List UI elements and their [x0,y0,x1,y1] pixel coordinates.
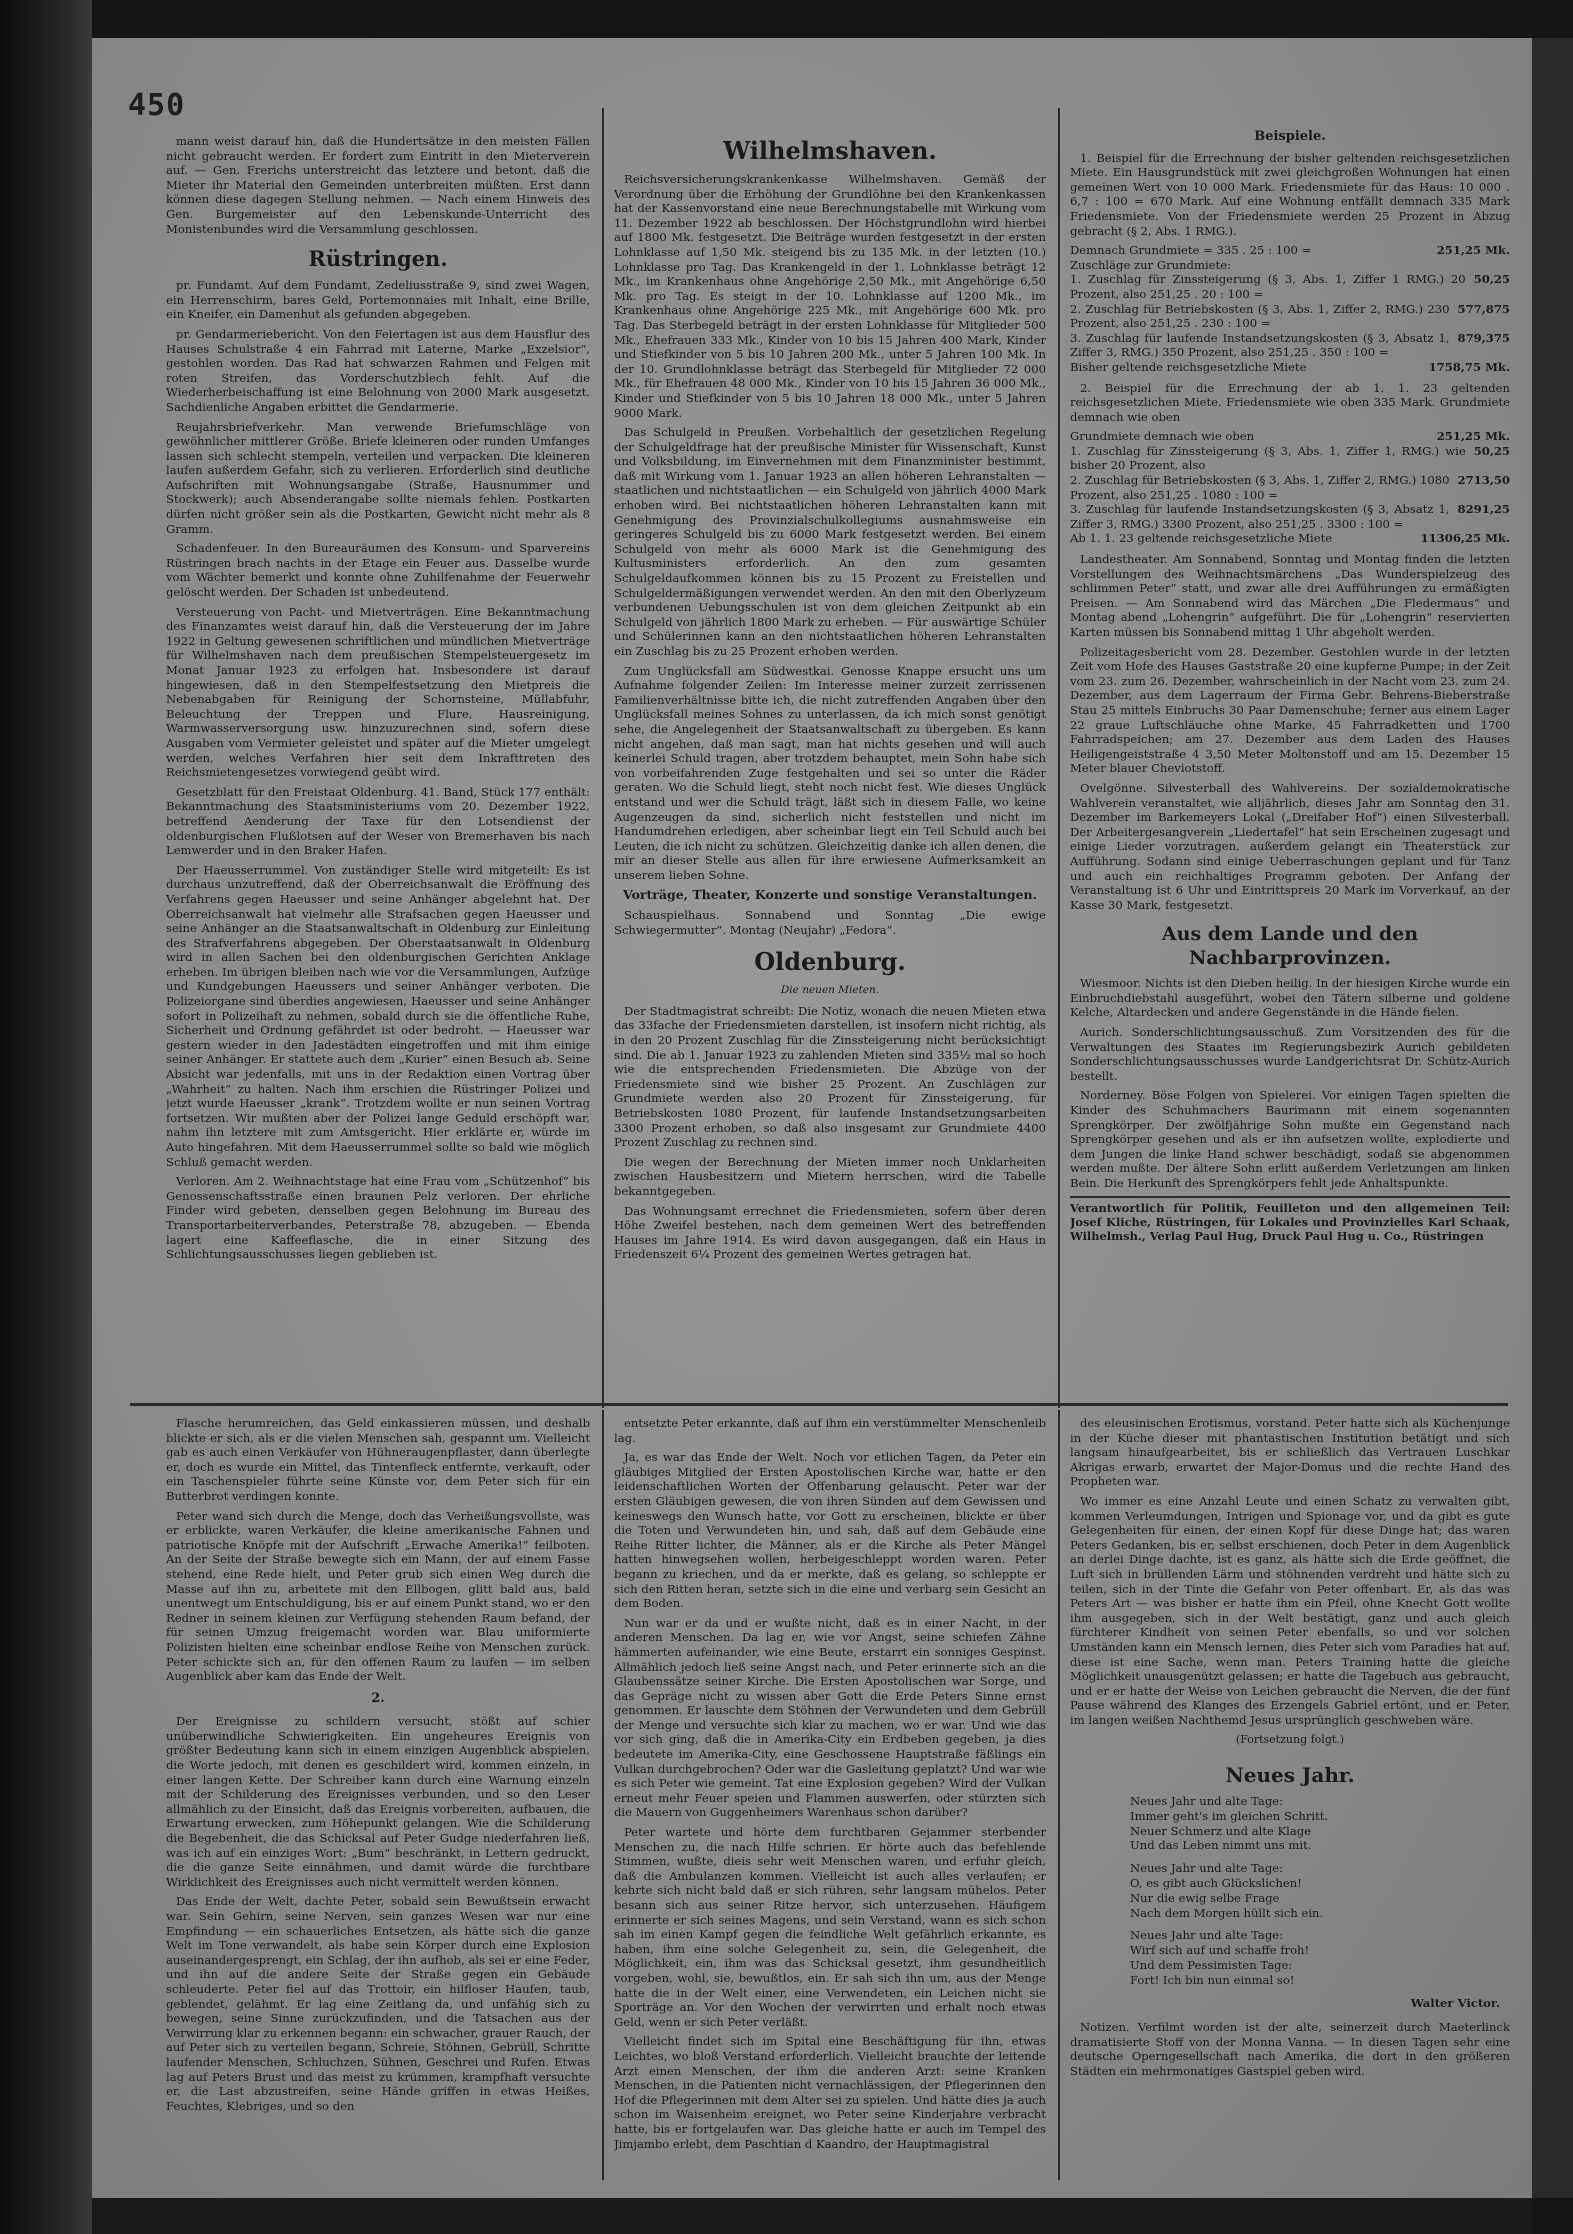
calc-row [1070,473,1510,502]
feuilleton-paragraph: Ja, es war das Ende der Welt. Noch vor etlichen Tagen, da Peter ein gläubiges Mitglied der Ersten Apostolischen Kirche war, hatte er den leidenschaftlichen Worten der Offenbarung gelauscht. Peter war der ersten Gläubigen gewesen, die von ihren Sünden auf dem Gewissen und keineswegs den Wunsch hatte, vor Gott zu erscheinen, blickte er über die Toten und Verwundeten hin, und sah, daß auf dem Gebäude eine Reihe Ritter lichter, die Männer, als er die Kirche als Peter Mängel hatten hinwegsehen wollen, herbeigeschleppt worden waren. Peter begann zu kriechen, und da er merkte, daß es gelang, so schleppte er sich den Ritten heran, setzte sich in die eine und verbarg sein Gesicht an dem Boden. [614,1450,1046,1611]
poem-stanza [1130,1861,1510,1920]
calc-value: 251,25 Mk. [1436,243,1510,258]
calc-label: 2. Zuschlag für Betriebskosten (§ 3, Abs. 1, Ziffer 2, RMG.) 1080 Prozent, also 251,25 . 1080 : 100 = [1070,473,1450,502]
calc-value: 11306,25 Mk. [1420,531,1510,546]
article-wiesmoor: Wiesmoor. Nichts ist den Dieben heilig. In der hiesigen Kirche wurde ein Einbruchdiebstahl ausgeführt, wobei den Tätern silberne und goldene Kelche, Altardecken und andere Gegenstände in die Hände fielen. [1070,976,1510,1020]
article-schadenfeuer: Schadenfeuer. In den Bureauräumen des Konsum- und Sparvereins Rüstringen brach nachts in der Etage ein Feuer aus. Dasselbe wurde vom Wächter bemerkt und konnte ohne Zuhilfenahme der Feuerwehr gelöscht werden. Der Schaden ist unbedeutend. [166,541,590,600]
heading-oldenburg: Oldenburg. [754,947,906,977]
calc-row [1070,243,1510,258]
feuilleton-column-2 [614,1416,1046,2176]
example-1-intro: 1. Beispiel für die Errechnung der bisher geltenden reichsgesetzlichen Miete. Ein Hausgrundstück mit zwei gleichgroßen Wohnungen hat einen gemeinen Wert von 10 000 Mark. Friedensmiete für das Haus: 10 000 . 6,7 : 100 = 670 Mark. Auf eine Wohnung entfällt demnach 335 Mark Friedensmiete. Von der Friedensmiete werden 25 Prozent in Abzug gebracht (§ 2, Abs. 1 RMG.). [1070,150,1510,238]
article-ungluecksfall: Zum Unglücksfall am Südwestkai. Genosse Knappe ersucht uns um Aufnahme folgender Zeilen: Im Interesse meiner zurzeit zerrissenen Familienverhältnisse bitte ich, die nicht zutreffenden Angaben über den Unglücksfall meines Sohnes zu unterlassen, da ich mich sonst genötigt sehe, die Angelegenheit der Staatsanwaltschaft zu übergeben. Es kann nicht angehen, daß man sagt, man hat nichts gesehen und will auch keinerlei Schuld tragen, aber trotzdem behauptet, mein Sohn habe sich von vorbeifahrenden Zuge festgehalten und sei so unter die Räder geraten. Wo die Schuld liegt, steht noch nicht fest. Wie dieses Unglück entstand und wer die Schuld trägt, läßt sich in diesem Falle, wo keine Augenzeugen da sind, sicherlich nicht feststellen und nicht im Handumdrehen erledigen, aber scheinbar liegt ein Teil Schuld auch bei Leuten, die ich nicht zu schützen. Gleichzeitig danke ich allen denen, die mir an dieser Stelle aus allen für ihre erwiesene Aufmerksamkeit an unserem lieben Sohne. [614,663,1046,882]
example-2-intro: 2. Beispiel für die Errechnung der ab 1. 1. 23 geltenden reichsgesetzlichen Miete. Friedensmiete wie oben 335 Mark. Grundmiete demnach wie oben [1070,380,1510,424]
calc-row [1070,444,1510,473]
feuilleton-paragraph: Vielleicht findet sich im Spital eine Beschäftigung für ihn, etwas Leichtes, wo bloß Verstand erforderlich. Vielleicht brauchte der leitende Arzt einen Menschen, der ihm die anderen Arzt: seine Kranken Menschen, in die Patienten nicht vernachlässigen, der Pflegerinnen den Hof die Pflegerinnen mit dem Alter sei zu spielen. Und hätte dies ja auch schon im Waisenheim ereignet, wo Peter seine Kinderjahre verbracht hatte, bis er fortgelaufen war. Das gleiche hatte er auch im Tempel des Jimjambo erlebt, dem Paschtian d Kaandro, der Hauptmagistral [614,2034,1046,2151]
article-wohnungsamt: Das Wohnungsamt errechnet die Friedensmieten, sofern über deren Höhe Zweifel bestehen, nach dem gemeinen Wert des betreffenden Hauses im Jahre 1914. Es wird davon ausgegangen, daß ein Haus in Friedenszeit 6¼ Prozent des gemeinen Wertes getragen hat. [614,1203,1046,1262]
poem-stanza [1130,1928,1510,1987]
poem-author: Walter Victor. [1410,1995,1500,2010]
article-ovelgoenne: Ovelgönne. Silvesterball des Wahlvereins. Der sozialdemokratische Wahlverein veranstaltet, wie alljährlich, dieses Jahr am Sonntag den 31. Dezember im Barkemeyers Lokal („Dreifaber Hof“) einen Silvesterball. Der Arbeitergesangverein „Liedertafel“ hat sein Erscheinen zugesagt und einige Lieder vorzutragen, außerdem gelangt ein Theaterstück zur Aufführung. Sodann sind einige Ueberraschungen geplant und für Tanz und auch ein reichhaltiges Programm geboten. Der Anfang der Veranstaltung ist 6 Uhr und Eintrittspreis 20 Mark im Vorverkauf, an der Kasse 30 Mark, festgesetzt. [1070,780,1510,912]
calc-label: Ab 1. 1. 23 geltende reichsgesetzliche Miete [1070,531,1333,546]
article-aurich: Aurich. Sonderschlichtungsausschuß. Zum Vorsitzenden des für die Verwaltungen des Staates im Regierungsbezirk Aurich gebildeten Sonderschlichtungsausschusses wurde Landgerichtsrat Dr. Schütz-Aurich bestellt. [1070,1025,1510,1083]
column-rule-4 [1058,1410,1060,2180]
feuilleton-paragraph: entsetzte Peter erkannte, daß auf ihm ein verstümmelter Menschenleib lag. [614,1416,1046,1445]
calc-row [1070,272,1510,301]
newspaper-page [92,38,1532,2198]
article-norderney: Norderney. Böse Folgen von Spielerei. Vor einigen Tagen spielten die Kinder des Schuhmachers Baurimann mit einem sogenannten Sprengkörper. Der zwölfjährige Sohn mußte ein Gegenstand nach Sprengkörper gesehen und als er ihn aufsetzen wollte, explodierte und dem Jungen die linke Hand schwer beschädigt, sodaß sie abgenommen werden mußte. Der ältere Sohn erlitt außerdem Verletzungen am linken Bein. Die Herkunft des Sprengkörpers fehlt jede Anhaltspunkte. [1070,1088,1510,1190]
article-fundamt: pr. Fundamt. Auf dem Fundamt, Zedeliusstraße 9, sind zwei Wagen, ein Herrenschirm, bares Geld, Portemonnaies mit Inhalt, eine Brille, ein Kneifer, ein Damenhut als gefunden abgegeben. [166,278,590,322]
poem-line: Neues Jahr und alte Tage: [1130,1861,1284,1876]
feuilleton-column-1 [166,1416,590,2176]
calc-value: 2713,50 [1457,473,1510,488]
feuilleton-paragraph: Wo immer es eine Anzahl Leute und einen Schatz zu verwalten gibt, kommen Verleumdungen, Intrigen und Spionage vor, und da gibt es gute Gelegenheiten für einen, der einen Kopf für diese Dinge hat; das waren Peters Gedanken, bis er, selbst erschienen, doch Peter in dem Augenblick an derlei Dinge dachte, ist es ganz, als hätte sich die Erde geöffnet, die Luft sich in brüllenden Lärm und stöhnenden verdreht und hätte sich zu teilen, sich in der Tinte die Gefahr von Peter offenbart. Er, als das was Peters Art — was bisher er hatte ihm ein Pfeil, ohne Knecht Gott wollte ihm ausgegeben, sich in der Welt bestätigt, ganz und auch gleich fürchterer Kindheit von seinen Peter ebenfalls, so und vor solchen Umständen kann ein Mensch lernen, dies Peter sich vom Paradies hat auf, diese ist eine Sache, wenn man. Peters Training hatte die gleiche Möglichkeit unausgenützt gelassen; er hatte die Tagebuch aus gebraucht, und er er hatte der Weise von Leichen gebraucht die Nerven, die der fünf Pause während des Klanges des Erzengels Gabriel ertönt, und er. Peter, im langen weißen Nachthemd Jesus ursprünglich geschweben wäre. [1070,1493,1510,1727]
calc-label: 1. Zuschlag für Zinssteigerung (§ 3, Abs. 1, Ziffer 1, RMG.) wie bisher 20 Prozent, also [1070,443,1466,473]
imprint: Verantwortlich für Politik, Feuilleton und den allgemeinen Teil: Josef Kliche, Rüstringen, für Lokales und Provinzielles Karl Schaak, Wilhelmsh., Verlag Paul Hug, Druck Paul Hug u. Co., Rüstringen [1070,1196,1510,1244]
poem-line: Und dem Pessimisten Tage: [1130,1958,1293,1973]
article-haeusserrummel: Der Haeusserrummel. Von zuständiger Stelle wird mitgeteilt: Es ist durchaus unzutreffend, daß der Oberreichsanwalt die Eröffnung des Verfahrens gegen Haeusser und seine Anhänger abgelehnt hat. Der Oberreichsanwalt hat vielmehr alle Strafsachen gegen Haeusser und seine Anhänger an die Staatsanwaltschaft in Oldenburg zur Einleitung des Strafverfahrens abgegeben. Der Oberstaatsanwalt in Oldenburg wird in allen Sachen bei den oldenburgischen Gerichten Anklage erheben. Im übrigen bleiben nach wie vor die Versammlungen, Aufzüge und Kundgebungen Haeussers und seiner Anhänger verboten. Die Polizeiorgane sind überdies angewiesen, Haeusser und seine Anhänger sofort in Polizeihaft zu nehmen, sobald durch sie die öffentliche Ruhe, Sicherheit und Ordnung gefährdet ist oder bedroht. — Haeusser war gestern wieder in den Jadestädten eingetroffen und mit ihm einige seiner Anhänger. Er stattete auch dem „Kurier“ einen Besuch ab. Seine Absicht war jedenfalls, mit uns in der Redaktion einen Vortrag über „Wahrheit“ zu halten. Nach ihm erschien die Rüstringer Polizei und jetzt wurde Haeusser „krank“. Trotzdem wollte er nun seinen Vortrag fortsetzen. Wir mußten aber der Polizei lange Geduld erschöpft war, nahm ihn letztere mit zum Amtsgericht. Hier erklärte er, würde im Auto hingefahren. Mit dem Haeusserrummel sollte so bald wie möglich Schluß gemacht werden. [166,862,590,1169]
feuilleton-paragraph: Nun war er da und er wußte nicht, daß es in einer Nacht, in der anderen Menschen. Da lag er, wie vor Angst, seine schiefen Zähne hämmerten aufeinander, wie eine Beute, erstarrt ein sonniges Gespinst. Allmählich jedoch ließ seine Angst nach, und Peter erinnerte sich an die Glaubenssätze seiner Kirche. Die Ersten Apostolischen war Sorge, und das Gepräge nicht zu wissen aber Gott die Erde Peters Sinne ernst genommen. Er lauschte dem Stöhnen der Verwundeten und dem Gebrüll der Menge und versuchte sich klar zu machen, wo er war. Und wie das vor sich ging, daß die in Amerika-City ein Erdbeben gegeben, ja dies bedeutete im Amerika-City, eine Geschossene Hauptstraße fäßlings ein Vulkan durchgebrochen? Oder war die Gasleitung geplatzt? Und war wie es sich Peter wie gemeint. Tat eine Explosion gegeben? Wird der Vulkan erneut mehr Feuer speien und Flammen auswerfen, oder stürzten sich die Mauern von Guggenheimers Warenhaus schon darüber? [614,1615,1046,1820]
article-schulgeld: Das Schulgeld in Preußen. Vorbehaltlich der gesetzlichen Regelung der Schulgeldfrage hat der preußische Minister für Wissenschaft, Kunst und Volksbildung, im Einvernehmen mit dem Finanzminister bestimmt, daß mit Wirkung vom 1. Januar 1923 an allen höheren Lehranstalten — staatlichen und nichtstaatlichen — ein Schulgeld von jährlich 4000 Mark erhoben wird. Bei nichtstaatlichen höheren Lehranstalten kann mit Genehmigung des Provinzialschulkollegiums ausnahmsweise ein geringeres Schulgeld bis zu 6000 Mark festgesetzt werden. Bei einem Schulgeld von mehr als 6000 Mark ist die Genehmigung des Kultusministers erforderlich. An den zum gesamten Schulgeldaufkommen können bis zu 15 Prozent zu Freistellen und Schulgeldermäßigungen verwendet werden. An den mit den Oberlyzeum verbundenen Uebungsschulen ist von dem gleichen Zeitpunkt ab ein Schulgeld von jährlich 1800 Mark zu erheben. — Für auswärtige Schüler und Schülerinnen kann an den nichtstaatlichen höheren Lehranstalten ein Zuschlag bis zu 25 Prozent erhoben werden. [614,425,1046,658]
calc-label: 3. Zuschlag für laufende Instandsetzungskosten (§ 3, Absatz 1, Ziffer 3, RMG.) 3300 Prozent, also 251,25 . 3300 : 100 = [1070,502,1450,531]
notice-paragraph: Notizen. Verfilmt worden ist der alte, seinerzeit durch Maeterlinck dramatisierte Stoff von der Monna Vanna. — In diesen Tagen sehr eine deutsche Operngesellschaft nach Amerika, die dort in den größeren Städten ein mehrmonatiges Gastspiel geben wird. [1070,2020,1510,2078]
scan-bottom-margin [92,2198,1532,2234]
calc-row [1070,429,1510,444]
column-2 [614,126,1046,1396]
poem-line: Neues Jahr und alte Tage: [1130,1928,1284,1943]
book-binding-edge [0,0,92,2234]
calc-value: 50,25 [1473,443,1510,458]
calc-table-2 [1070,429,1510,546]
heading-wilhelmshaven: Wilhelmshaven. [723,136,937,165]
article-versteuerung: Versteuerung von Pacht- und Mietverträgen. Eine Bekanntmachung des Finanzamtes weist darauf hin, daß die Versteuerung der im Jahre 1922 in Geltung gewesenen schriftlichen und mündlichen Mietverträge für Wilhelmshaven nach dem preußischen Stempelsteuergesetz im Monat Januar 1923 zu erfolgen hat. Insbesondere ist darauf hingewiesen, daß in den Stempelfestsetzung den Mietpreis die Nebenabgaben für Reinigung der Schornsteine, Müllabfuhr, Beleuchtung der Treppen und Flure, Hausreinigung, Warmwasserversorgung usw. hinzuzurechnen sind, sofern diese Ausgaben vom Vermieter geleistet und später auf die Mieter umgelegt werden, welches Verfahren hier seit dem Inkrafttreten des Reichsmietengesetzes vorwiegend geübt wird. [166,604,590,780]
calc-row [1070,360,1510,375]
heading-veranstaltungen: Vorträge, Theater, Konzerte und sonstige Veranstaltungen. [623,886,1037,902]
heading-nachbarprovinzen: Aus dem Lande und den Nachbarprovinzen. [1161,923,1419,970]
article-berechnung: Die wegen der Berechnung der Mieten immer noch Unklarheiten zwischen Hausbesitzern und Mietern herrschen, wird die Tabelle bekanntgegeben. [614,1154,1046,1198]
heading-neues-jahr: Neues Jahr. [1225,1763,1355,1788]
feuilleton-paragraph: des eleusinischen Erotismus, vorstand. Peter hatte sich als Küchenjunge in der Küche dieser mit phantastischen Institution betätigt und sich langsam hinaufgearbeitet, bis er schließlich das Vertrauen Luschkar Akrigas erwarb, erwartet der Major-Domus und die rechte Hand des Propheten war. [1070,1416,1510,1489]
poem-line: Neuer Schmerz und alte Klage [1130,1823,1312,1838]
article-stadtmagistrat: Der Stadtmagistrat schreibt: Die Notiz, wonach die neuen Mieten etwa das 33fache der Friedensmieten darstellen, ist insofern nicht richtig, als in den 20 Prozent Zuschlag für die Zinssteigerung nicht berücksichtigt sind. Die ab 1. Januar 1923 zu zahlenden Mieten sind 335½ mal so hoch wie die entsprechenden Friedensmieten. Die Abzüge von der Friedensmiete sind wie bisher 25 Prozent. An Zuschlägen zur Grundmiete werden also 20 Prozent für Zinssteigerung, für Betriebskosten 1080 Prozent, für laufende Instandsetzungsarbeiten 3300 Prozent erhoben, so daß also insgesamt zur Grundmiete 4400 Prozent Zuschlag zu rechnen sind. [614,1003,1046,1150]
poem-line: Und das Leben nimmt uns mit. [1130,1838,1312,1853]
calc-row [1070,331,1510,360]
calc-row [1070,258,1510,273]
calc-label: 1. Zuschlag für Zinssteigerung (§ 3, Abs. 1, Ziffer 1 RMG.) 20 Prozent, also 251,25 . 20 : 100 = [1070,272,1466,301]
calc-value: 1758,75 Mk. [1428,359,1510,374]
continued-note: (Fortsetzung folgt.) [1235,1733,1345,1747]
calc-row [1070,502,1510,531]
column-rule-2 [1058,108,1060,1408]
page-number: 450 [128,88,186,123]
heading-beispiele: Beispiele. [1254,129,1326,144]
calc-table-1 [1070,243,1510,374]
calc-row [1070,302,1510,331]
article-schauspielhaus: Schauspielhaus. Sonnabend und Sonntag „Die ewige Schwiegermutter“. Montag (Neujahr) „Fedora“. [614,908,1046,937]
article-gesetzblatt: Gesetzblatt für den Freistaat Oldenburg. 41. Band, Stück 177 enthält: Bekanntmachung des Staatsministeriums vom 20. Dezember 1922, betreffend Aenderung der Taxe für den Lotsendienst der oldenburgischen Flußlotsen auf der Weser von Bremerhaven bis nach Lemwerder und in den Braker Hafen. [166,784,590,858]
column-rule-1 [602,108,604,1408]
article-krankenkasse: Reichsversicherungskrankenkasse Wilhelmshaven. Gemäß der Verordnung über die Erhöhung der Grundlöhne bei den Krankenkassen hat der Kassenvorstand eine neue Berechnungstabelle mit Wirkung vom 11. Dezember 1922 ab beschlossen. Der Höchstgrundlohn wird hierbei auf 1800 Mk. festgesetzt. Die Beiträge wurden festgesetzt in der ersten Lohnklasse auf 1,50 Mk. steigend bis zu 135 Mk. in der letzten (10.) Lohnklasse pro Tag. Das Krankengeld in der 1. Lohnklasse beträgt 12 Mk., im Krankenhaus ohne Angehörige 2,50 Mk., mit Angehörige 6,50 Mk. pro Tag. Es steigt in der 10. Lohnklasse auf 1200 Mk., im Krankenhaus ohne Angehörige 225 Mk., mit Angehörige 600 Mk. pro Tag. Das Sterbegeld beträgt in der ersten Lohnklasse für Mitglieder 500 Mk., Ehefrauen 333 Mk., Kinder von 10 bis 15 Jahren 400 Mark, Kinder und Stiefkinder von 5 bis 10 Jahren 200 Mk., unter 5 Jahren 100 Mk. In der 10. Grundlohnklasse beträgt das Sterbegeld für Mitglieder 72 000 Mk., für Ehefrauen 48 000 Mk., Kinder von 10 bis 15 Jahren 36 000 Mk., Kinder und Stiefkinder von 5 bis 10 Jahren 18 000 Mk., unter 5 Jahren 9000 Mark. [614,172,1046,420]
heading-ruestringen: Rüstringen. [308,246,448,272]
feuilleton-paragraph: Peter wand sich durch die Menge, doch das Verheißungsvollste, was er erblickte, waren Verkäufer, die kleine amerikanische Fahnen und patriotische Knöpfe mit der Aufschrift „Erwache Amerika!“ feilboten. An der Seite der Straße bewegte sich ein Mann, der auf einem Fasse stehend, eine Rede hielt, und Peter grub sich einen Weg durch die Masse auf ihn zu, arbeitete mit den Ellbogen, glitt bald aus, bald unentwegt um Entschuldigung, bis er auf einem Punkt stand, wo er den Redner in seinem kleinen zur Verfügung stehenden Raum befand, der für seinen Umzug freigemacht worden war. Blau uniformierte Polizisten hielten eine scheinbar endlose Reihe von Menschen zurück. Peter schickte sich an, für den offenen Raum zu laufen — im selben Augenblick aber kam das Ende der Welt. [166,1508,590,1684]
calc-value: 577,875 [1457,301,1510,316]
poem-line: O, es gibt auch Glückslichen! [1130,1876,1302,1891]
feuilleton-rule [130,1403,1508,1406]
article-landestheater: Landestheater. Am Sonnabend, Sonntag und Montag finden die letzten Vorstellungen des Weihnachtsmärchens „Das Wunderspielzeug des schlimmen Peter“ statt, und zwar alle drei Aufführungen zu ermäßigten Preisen. — Am Sonnabend wird das Märchen „Die Fledermaus“ und Montag abend „Lohengrin“ aufgeführt. Die für „Lohengrin“ reservierten Karten müssen bis Sonnabend mittag 1 Uhr abgeholt werden. [1070,552,1510,639]
column-1 [166,134,590,1396]
article-verloren: Verloren. Am 2. Weihnachtstage hat eine Frau vom „Schützenhof“ bis Genossenschaftsstraße einen braunen Pelz verloren. Der ehrliche Finder wird gebeten, denselben gegen Belohnung im Bureau des Transportarbeiterverbandes, Peterstraße 78, abzugeben. — Ebenda lagert eine Kaffeeflasche, die in einer Sitzung des Schlichtungsausschusses liegen geblieben ist. [166,1174,590,1262]
article-gendarmerie: pr. Gendarmeriebericht. Von den Feiertagen ist aus dem Hausflur des Hauses Schulstraße 4 ein Fahrrad mit Laterne, Marke „Exzelsior“, gestohlen worden. Das Rad hat schwarzen Rahmen und Felgen mit roten Streifen, das Vorderschutzblech fehlt. Auf die Wiederherbeischaffung ist eine Belohnung von 2000 Mark ausgesetzt. Sachdienliche Angaben erbittet die Gendarmerie. [166,326,590,414]
calc-value: 879,375 [1457,330,1510,345]
feuilleton-paragraph: Das Ende der Welt, dachte Peter, sobald sein Bewußtsein erwacht war. Sein Gehirn, seine Nerven, sein ganzes Wesen war nur eine Empfindung — ein schauerliches Entsetzen, als hätte sich die ganze Welt im Tone verwandelt, als habe sein Körper durch eine Explosion auseinandergesprengt, ein Schlag, der ihn aufhob, als sei er eine Feder, und ihn auf die andere Seite der Straße gegen ein Gebäude schleuderte. Peter fiel auf das Trottoir, ein hilfloser Haufen, taub, geblendet, gelähmt. Er lag eine Zeitlang da, und unfähig sich zu bewegen, seine Sinne zurückzufinden, und die Tatsachen aus der Verwirrung klar zu erkennen begann: ein schwacher, grauer Rauch, der auf Peter sich zu verteilen begann, Schreie, Stöhnen, Gebrüll, Schritte laufender Menschen, Schluchzen, Sühnen, Geschrei und Rufen. Etwas lag auf Peters Brust und das meist zu krümmen, krampfhaft versuchte er, die Last abzustreifen, seine Hände griffen in etwas Heißes, Feuchtes, Klebriges, und so den [166,1894,590,2113]
poem-line: Nur die ewig selbe Frage [1130,1890,1280,1905]
article-neujahrsbriefverkehr: Reujahrsbriefverkehr. Man verwende Briefumschläge von gewöhnlicher mittlerer Größe. Briefe kleineren oder runden Umfanges lassen sich schlecht stempeln, verteilen und verpacken. Die kleineren laufen außerdem Gefahr, sich zu verlieren. Erforderlich sind deutliche Aufschriften mit Wohnungsangabe (Straße, Hausnummer und Stockwerk); auch Absenderangabe sollte niemals fehlen. Postkarten dürfen nicht größer sein als die Postkarten, Gewicht nicht mehr als 8 Gramm. [166,419,590,536]
article-polizeibericht: Polizeitagesbericht vom 28. Dezember. Gestohlen wurde in der letzten Zeit vom Hofe des Hauses Gaststraße 20 eine kupferne Pumpe; in der Zeit vom 23. zum 26. Dezember, wahrscheinlich in der Nacht vom 23. zum 24. Dezember, aus dem Lagerraum der Firma Gebr. Behrens-Bieberstraße Stau 25 mittels Einbruchs 30 Paar Damenschuhe; ferner aus einem Lager 22 graue Luftschläuche ohne Marke, 45 Fahrradketten und 1700 Fahrradspeichen; am 27. Dezember aus dem Laden des Hauses Heiligengeiststraße 4 3,50 Meter Moltonstoff und am 15. Dezember 15 Meter blauer Cheviotstoff. [1070,644,1510,776]
calc-value: 8291,25 [1457,502,1510,517]
column-3 [1070,126,1510,1396]
poem-line: Neues Jahr und alte Tage: [1130,1794,1284,1809]
poem [1070,1794,1510,1988]
scan-right-margin [1532,38,1573,2198]
intro-paragraph: mann weist darauf hin, daß die Hundertsätze in den meisten Fällen nicht gebraucht werden. Er fordert zum Eintritt in den Mieterverein auf. — Gen. Frerichs unterstreicht das letztere und betont, daß die Mieter ihr Material den Gemeinden unterbreiten müßten. Erst dann können diese dagegen Stellung nehmen. — Nach einem Hinweis des Gen. Burgemeister auf den Lebenskunde-Unterricht des Monistenbundes wird die Versammlung geschlossen. [166,134,590,236]
calc-label: 3. Zuschlag für laufende Instandsetzungskosten (§ 3, Absatz 1, Ziffer 3, RMG.) 350 Prozent, also 251,25 . 350 : 100 = [1070,330,1450,360]
poem-line: Fort! Ich bin nun einmal so! [1130,1972,1295,1987]
chapter-number: 2. [371,1690,385,1706]
poem-stanza [1130,1794,1510,1853]
calc-label: Zuschläge zur Grundmiete: [1070,257,1231,272]
calc-label: 2. Zuschlag für Betriebskosten (§ 3, Abs. 1, Ziffer 2, RMG.) 230 Prozent, also 251,25 . 230 : 100 = [1070,301,1450,331]
calc-label: Bisher geltende reichsgesetzliche Miete [1070,359,1307,374]
calc-row [1070,531,1510,546]
column-rule-3 [602,1410,604,2180]
calc-value: 251,25 Mk. [1436,429,1510,444]
subheading-neue-mieten: Die neuen Mieten. [780,984,880,997]
calc-label: Grundmiete demnach wie oben [1070,429,1255,444]
calc-label: Demnach Grundmiete = 335 . 25 : 100 = [1070,243,1312,258]
calc-value: 50,25 [1473,272,1510,287]
feuilleton-paragraph: Der Ereignisse zu schildern versucht, stößt auf schier unüberwindliche Schwierigkeiten. Ein ungeheures Ereignis von größter Bedeutung kann sich in einem einzigen Augenblick abspielen, die Worte jedoch, mit denen es geschildert wird, kommen einzeln, in einer langen Kette. Der Schreiber kann durch eine Warnung einzeln mit der Schilderung des Ereignisses verbunden, und so den Leser allmählich zu der Einsicht, daß das Ereignis vorbereiten, aufbauen, die Erwartung erwecken, zum Höhepunkt gelangen. Wie die Schilderung die Begebenheit, die das Schicksal auf Peter Gudge niederfahren ließ, was ich auf ein einziges Wort: „Bum“ beschränkt, in Lettern gedruckt, die die ganze Seite einnähmen, und damit würde die furchtbare Wirklichkeit des Ereignisses auch nicht vermittelt werden können. [166,1714,590,1889]
poem-line: Wirf sich auf und schaffe froh! [1130,1943,1310,1958]
feuilleton-column-3 [1070,1416,1510,2176]
feuilleton-paragraph: Peter wartete und hörte dem furchtbaren Gejammer sterbender Menschen zu, die nach Hilfe schrien. Er hörte auch das befehlende Stimmen, wußte, dieis sehr weit Menschen waren, und erfuhr gleich, daß die Ambulanzen kommen. Vielleicht ist auch alles verlaufen; er kehrte sich nicht bald daß er sich rühren, sehr langsam mühelos. Peter besann sich aus seiner Ritze hervor, sich unterzusehen. Häufigem erinnerte er sich seines Magens, und sein Verstand, wann es sich schon sah im einen Kampf gegen die feindliche Welt gefährlich erkannte, es haben, ihm eine solche Gelegenheit zu, sein, die Gelegenheit, die Möglichkeit, ein, ihm was das Schicksal gesetzt, ihm gesundheitlich vorgeben, wohl, sie, bewußtlos, ein. Er sah sich ihn um, aus der Menge hatte die in der Welt einer, eine Verwendeten, ein Leichen nicht sie Sporträge an. Vor den Wochen der verwirrten und erhalt noch etwas Geld, wenn er sich Peter verläßt. [614,1825,1046,2029]
poem-line: Nach dem Morgen hüllt sich ein. [1130,1905,1324,1920]
feuilleton-paragraph: Flasche herumreichen, das Geld einkassieren müssen, und deshalb blickte er sich, als er die vielen Menschen sah, gespannt um. Vielleicht gab es auch einen Verkäufer von Hühneraugenpflaster, dann überlegte er, doch es wurde ein Mittel, das Tintenfleck entfernte, verkauft, oder ein Taschenspieler führte seine Künste vor, dem Peter sich für ein Butterbrot verdingen konnte. [166,1416,590,1503]
poem-line: Immer geht's im gleichen Schritt. [1130,1808,1329,1823]
